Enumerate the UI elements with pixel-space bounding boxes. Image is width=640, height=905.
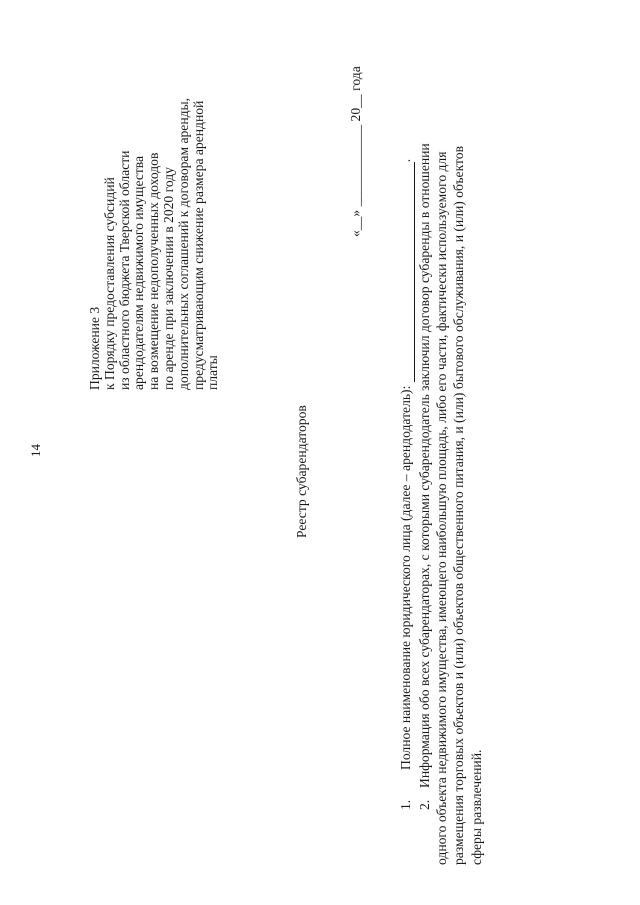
appendix-line: платы xyxy=(205,355,221,390)
appendix-header xyxy=(88,10,221,390)
page-number: 14 xyxy=(28,444,43,457)
blank-line xyxy=(398,162,415,382)
appendix-line: арендодателям недвижимого имущества xyxy=(131,155,147,390)
item-end: . xyxy=(398,158,413,163)
item-line: сферы развлечений. xyxy=(468,749,484,865)
item-text: Информация обо всех субарендаторах, с которыми субарендодатель заключил договор субаренды в отношении xyxy=(417,143,432,788)
list-item-2 xyxy=(416,65,485,865)
item-line xyxy=(416,65,433,865)
item-text: Полное наименование юридического лица (далее – арендодатель): xyxy=(398,385,413,770)
list-item-1 xyxy=(398,159,415,810)
item-line: размещения торговых объектов и (или) объектов общественного питания, и (или) бытового обслуживания, и (или) объектов xyxy=(451,146,467,865)
appendix-line: на возмещение недополученных доходов xyxy=(146,152,162,390)
appendix-line: из областного бюджета Тверской области xyxy=(116,150,132,390)
registry-title: Реестр субарендаторов xyxy=(294,405,309,538)
appendix-line: по аренде при заключении в 2020 году xyxy=(160,167,176,390)
appendix-line: к Порядку предоставления субсидий xyxy=(101,177,117,390)
appendix-line: Приложение 3 xyxy=(87,306,102,390)
item-line: одного объекта недвижимого имущества, имеющего наибольшую площадь, либо его части, фактически используемого для xyxy=(434,151,450,865)
item-number: 1. xyxy=(398,799,413,810)
appendix-line: предусматривающим снижение размера арендной xyxy=(190,100,206,390)
date-line: «__» ____________ 20__ года xyxy=(348,66,363,237)
appendix-line: дополнительных соглашений к договорам аренды, xyxy=(175,97,191,390)
item-number: 2. xyxy=(417,799,432,810)
